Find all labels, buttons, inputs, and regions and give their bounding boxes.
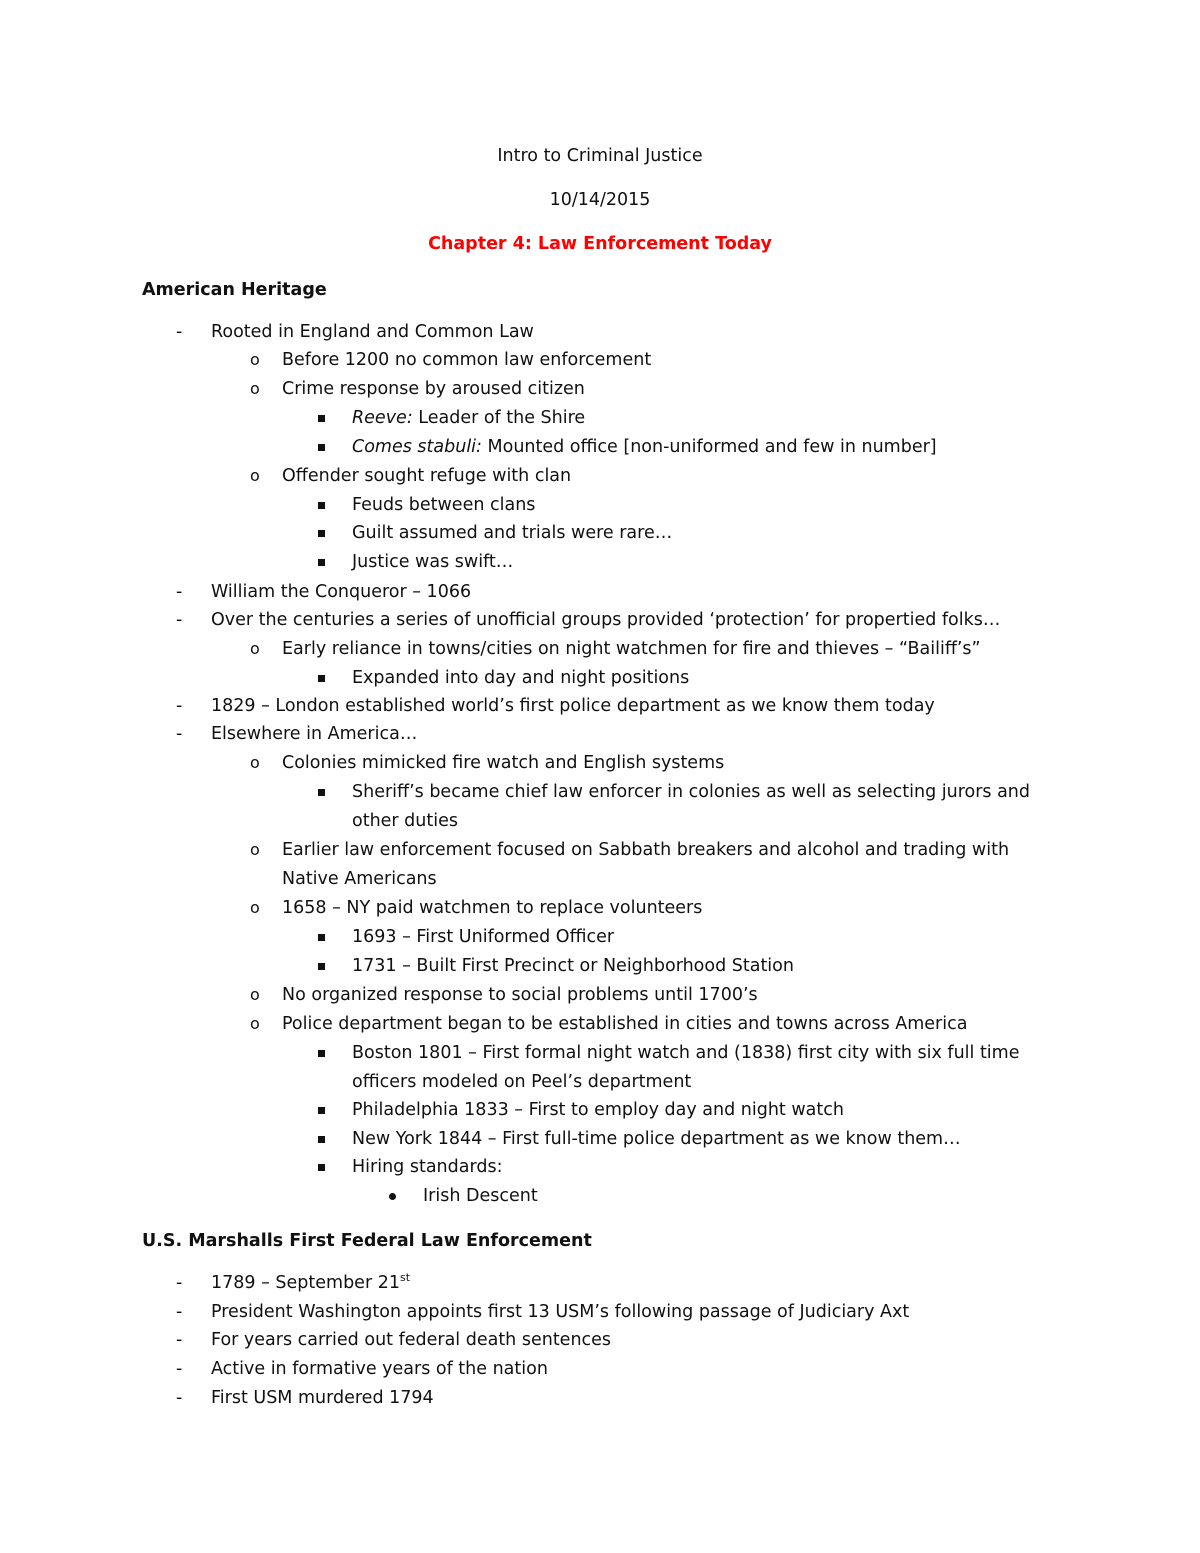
heritage-list-item: Native Americans	[282, 869, 437, 889]
heritage-list-item: 1693 – First Uniformed Officer	[352, 927, 615, 947]
heritage-circle-bullet-15: o	[250, 753, 260, 772]
lecture-date: 10/14/2015	[549, 190, 651, 210]
heritage-list-item: Rooted in England and Common Law	[211, 322, 534, 342]
heritage-list-item: Guilt assumed and trials were rare…	[352, 523, 673, 543]
term-definition: Mounted office [non-uniformed and few in number]	[481, 437, 937, 457]
heritage-square-bullet-icon-27	[318, 1107, 325, 1114]
heritage-dash-bullet-13: -	[176, 696, 183, 716]
heritage-list-item: Sheriff’s became chief law enforcer in colonies as well as selecting jurors and	[352, 782, 1031, 802]
marshalls-list-item: President Washington appoints first 13 USM’s following passage of Judiciary Axt	[211, 1302, 910, 1322]
heritage-square-bullet-icon-6	[318, 502, 325, 509]
heritage-list-item: Crime response by aroused citizen	[282, 379, 585, 399]
heritage-list-item: Boston 1801 – First formal night watch and (1838) first city with six full time	[352, 1043, 1020, 1063]
heritage-square-bullet-icon-16	[318, 789, 325, 796]
heritage-list-item	[352, 435, 937, 459]
heritage-dot-bullet-icon-30	[389, 1193, 396, 1200]
marshalls-list-item: For years carried out federal death sentences	[211, 1330, 612, 1350]
heritage-list-item: New York 1844 – First full-time police department as we know them…	[352, 1129, 961, 1149]
heritage-list-item: Offender sought refuge with clan	[282, 466, 572, 486]
marshalls-list-item	[211, 1271, 410, 1295]
date-text: 1789 – September 21	[211, 1273, 400, 1293]
heritage-circle-bullet-5: o	[250, 466, 260, 485]
heritage-dash-bullet-14: -	[176, 724, 183, 744]
heritage-list-item: Irish Descent	[423, 1186, 538, 1206]
heritage-list-item: Expanded into day and night positions	[352, 668, 690, 688]
marshalls-dash-bullet-0: -	[176, 1273, 183, 1293]
heritage-list-item: Philadelphia 1833 – First to employ day and night watch	[352, 1100, 844, 1120]
term-label: Reeve:	[352, 408, 413, 428]
heritage-square-bullet-icon-22	[318, 963, 325, 970]
heritage-circle-bullet-23: o	[250, 985, 260, 1004]
heritage-dash-bullet-9: -	[176, 582, 183, 602]
heritage-list-item: 1658 – NY paid watchmen to replace volunteers	[282, 898, 703, 918]
heritage-circle-bullet-1: o	[250, 350, 260, 369]
heritage-list-item	[352, 406, 585, 430]
heritage-circle-bullet-11: o	[250, 639, 260, 658]
heritage-square-bullet-icon-28	[318, 1136, 325, 1143]
heritage-list-item: Before 1200 no common law enforcement	[282, 350, 652, 370]
heritage-list-item: 1829 – London established world’s first police department as we know them today	[211, 696, 935, 716]
heritage-list-item: 1731 – Built First Precinct or Neighborhood Station	[352, 956, 794, 976]
heritage-list-item: Early reliance in towns/cities on night watchmen for fire and thieves – “Bailiff’s”	[282, 639, 981, 659]
heritage-square-bullet-icon-8	[318, 559, 325, 566]
heritage-list-item: Over the centuries a series of unofficial groups provided ‘protection’ for propertied folks…	[211, 610, 1001, 630]
heritage-list-item: Hiring standards:	[352, 1157, 503, 1177]
heritage-list-item: Elsewhere in America…	[211, 724, 418, 744]
course-title: Intro to Criminal Justice	[497, 146, 703, 166]
marshalls-dash-bullet-2: -	[176, 1330, 183, 1350]
heritage-list-item: William the Conqueror – 1066	[211, 582, 472, 602]
chapter-title: Chapter 4: Law Enforcement Today	[428, 234, 772, 254]
heritage-square-bullet-icon-21	[318, 934, 325, 941]
heritage-list-item: Feuds between clans	[352, 495, 536, 515]
heritage-list-item: officers modeled on Peel’s department	[352, 1072, 692, 1092]
heritage-dash-bullet-0: -	[176, 322, 183, 342]
term-label: Comes stabuli:	[352, 437, 482, 457]
heritage-square-bullet-icon-25	[318, 1050, 325, 1057]
heritage-square-bullet-icon-29	[318, 1164, 325, 1171]
heritage-square-bullet-icon-7	[318, 530, 325, 537]
section-heading-american-heritage: American Heritage	[142, 280, 327, 300]
section-heading-us-marshalls: U.S. Marshalls First Federal Law Enforcement	[142, 1231, 592, 1251]
heritage-circle-bullet-18: o	[250, 840, 260, 859]
heritage-list-item: Colonies mimicked fire watch and English systems	[282, 753, 725, 773]
heritage-square-bullet-icon-4	[318, 444, 325, 451]
heritage-list-item: Police department began to be established in cities and towns across America	[282, 1014, 968, 1034]
heritage-circle-bullet-2: o	[250, 379, 260, 398]
heritage-list-item: No organized response to social problems until 1700’s	[282, 985, 758, 1005]
heritage-list-item: other duties	[352, 811, 458, 831]
ordinal-suffix: st	[399, 1271, 411, 1285]
heritage-circle-bullet-24: o	[250, 1014, 260, 1033]
marshalls-dash-bullet-1: -	[176, 1302, 183, 1322]
term-definition: Leader of the Shire	[412, 408, 586, 428]
marshalls-dash-bullet-4: -	[176, 1388, 183, 1408]
heritage-square-bullet-icon-3	[318, 415, 325, 422]
marshalls-dash-bullet-3: -	[176, 1359, 183, 1379]
heritage-circle-bullet-20: o	[250, 898, 260, 917]
heritage-dash-bullet-10: -	[176, 610, 183, 630]
marshalls-list-item: First USM murdered 1794	[211, 1388, 434, 1408]
heritage-list-item: Earlier law enforcement focused on Sabbath breakers and alcohol and trading with	[282, 840, 1010, 860]
heritage-list-item: Justice was swift…	[352, 552, 514, 572]
heritage-square-bullet-icon-12	[318, 675, 325, 682]
marshalls-list-item: Active in formative years of the nation	[211, 1359, 548, 1379]
